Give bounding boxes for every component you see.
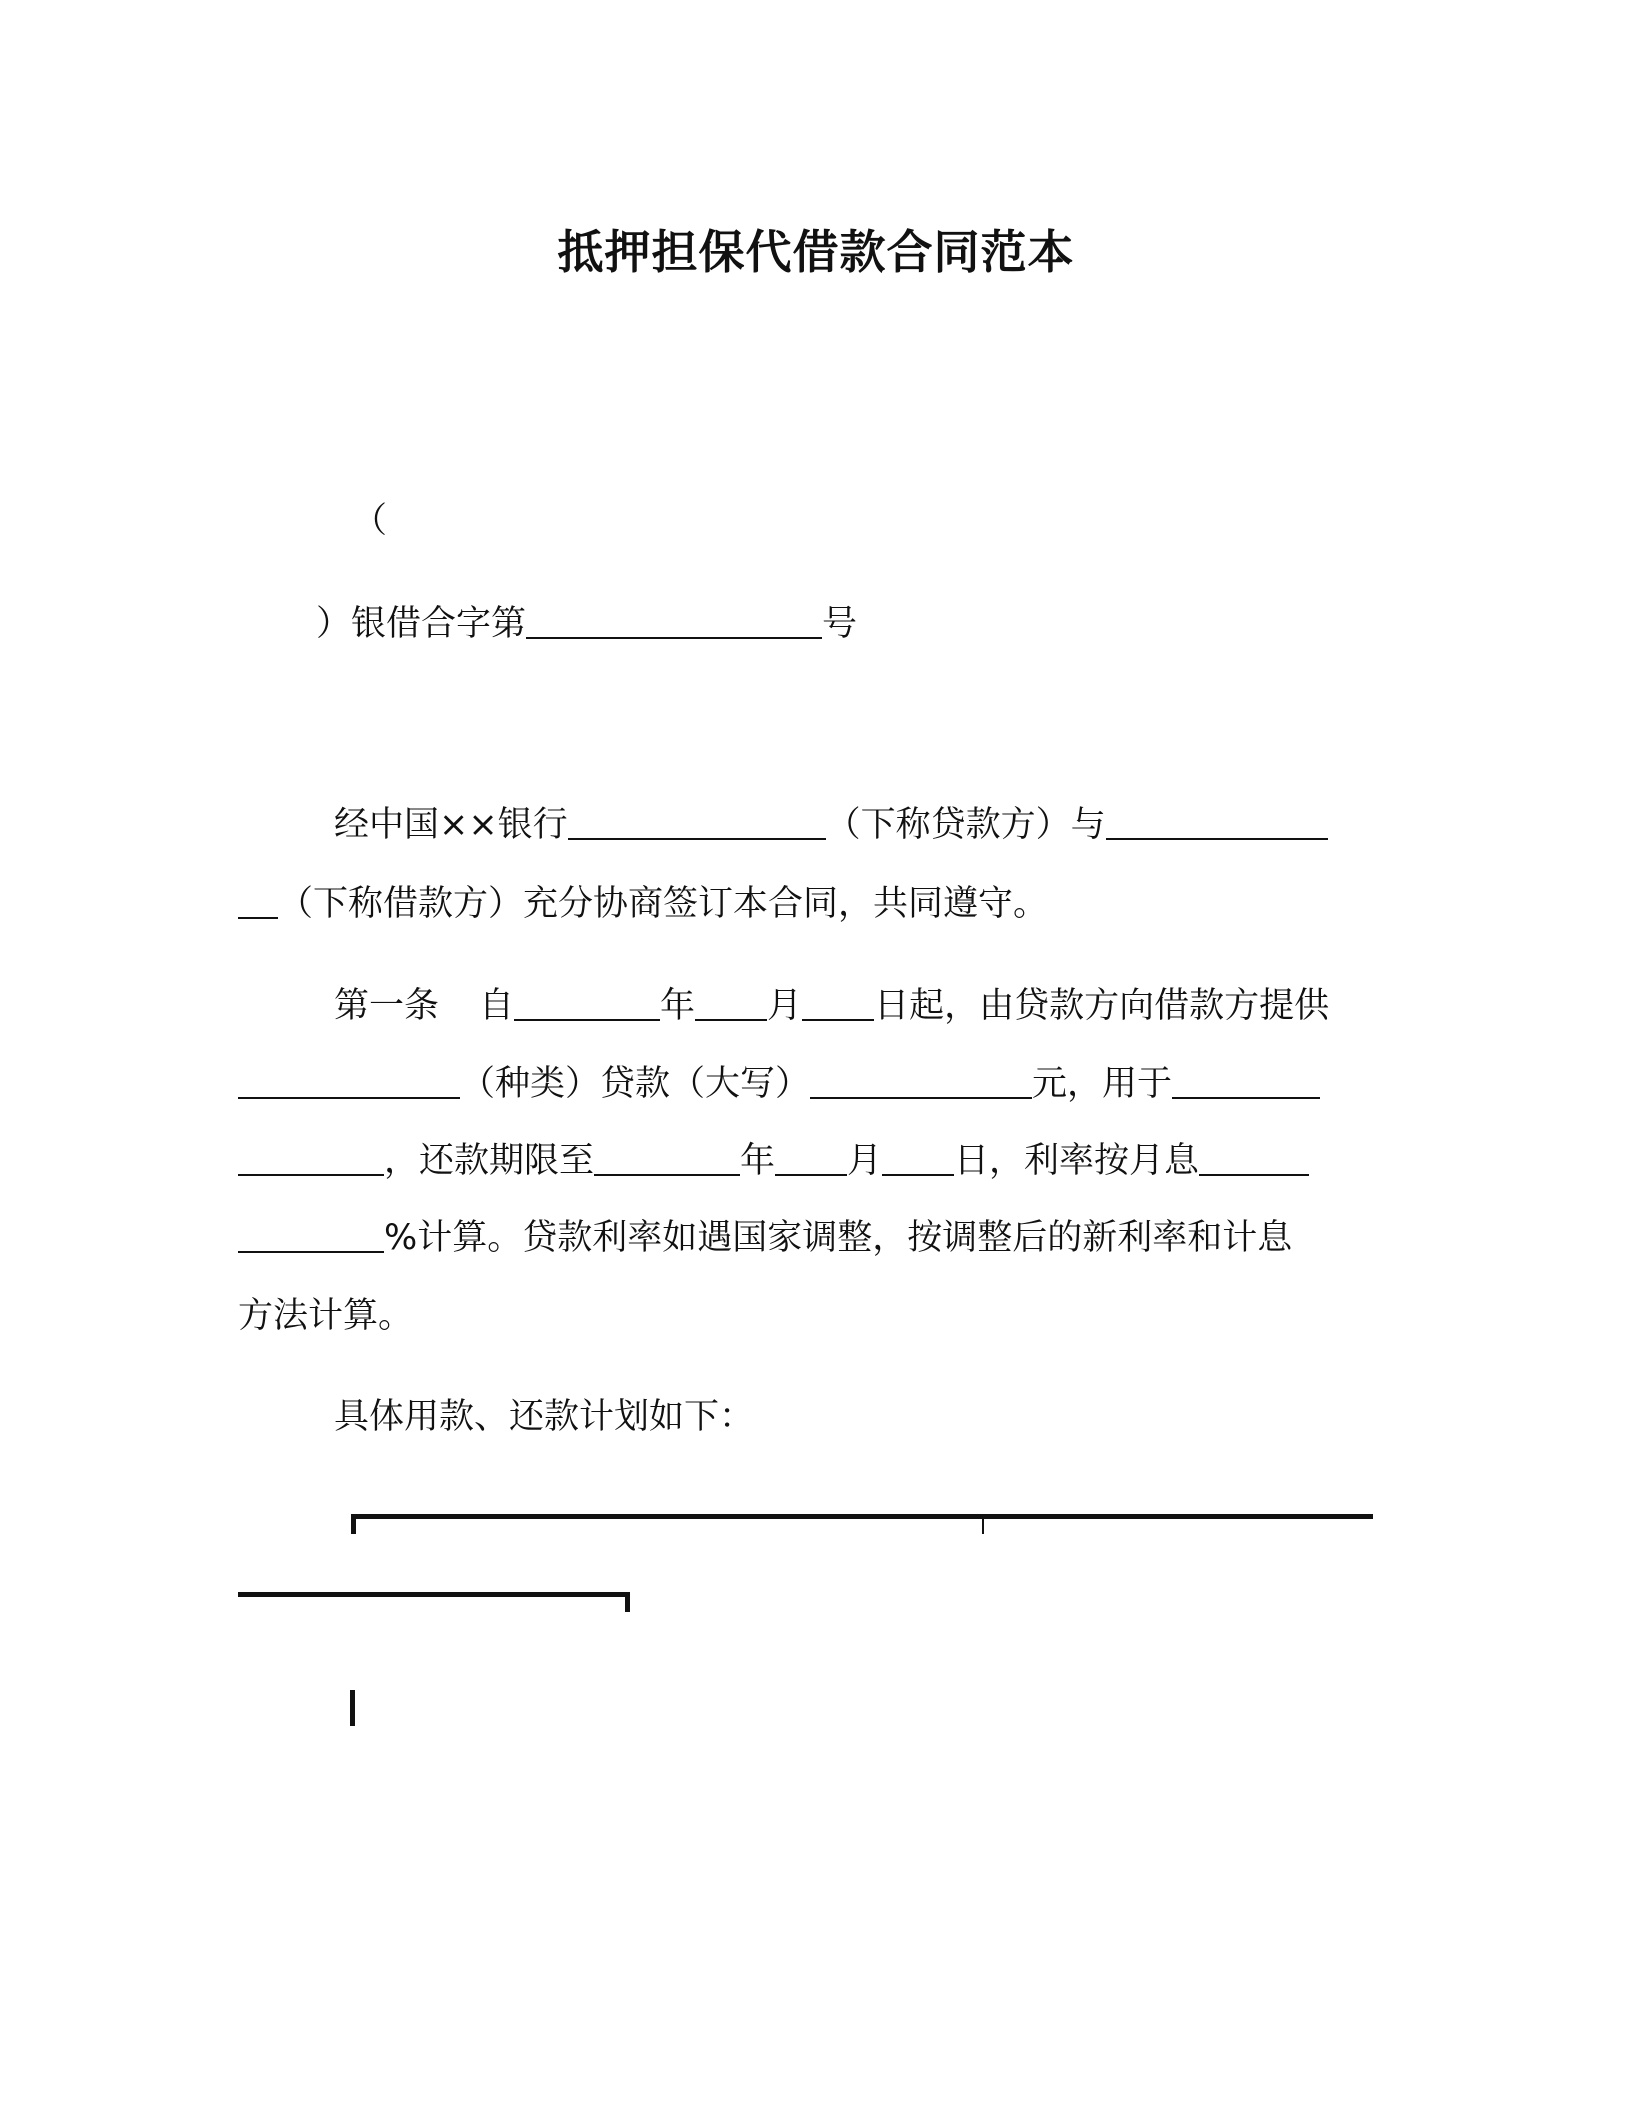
loan-purpose-blank[interactable] (1172, 1063, 1320, 1099)
article1-line-4 (238, 1214, 1292, 1262)
article1-line-5 (238, 1292, 413, 1340)
repay-year-label: 年 (740, 1141, 776, 1181)
article1-from: 自 (479, 986, 515, 1026)
parties-text-2: （下称贷款方）与 (825, 805, 1106, 845)
contract-number-suffix: 号 (822, 604, 858, 644)
article1-line-3 (238, 1137, 1309, 1185)
parties-line-2 (238, 880, 1048, 928)
contract-number-blank[interactable] (526, 603, 822, 639)
interest-rate-blank[interactable] (1199, 1140, 1309, 1176)
parties-line-1 (334, 801, 1328, 849)
table-second-border (238, 1592, 630, 1597)
start-year-blank[interactable] (514, 985, 660, 1021)
loan-type-label: （种类）贷款（大写） (460, 1064, 811, 1104)
start-month-label: 月 (767, 986, 803, 1026)
contract-number-open (352, 497, 387, 545)
parties-text-3: （下称借款方）充分协商签订本合同，共同遵守。 (278, 884, 1049, 924)
repay-month-blank[interactable] (775, 1140, 847, 1176)
table-top-border (351, 1514, 1373, 1519)
table-column-tick (982, 1516, 984, 1534)
parties-text-1: 经中国××银行 (334, 805, 568, 845)
open-paren: （ (352, 501, 388, 541)
repay-year-blank[interactable] (594, 1140, 740, 1176)
repay-deadline-label: ，还款期限至 (384, 1141, 595, 1181)
plan-heading (334, 1393, 754, 1441)
borrower-name-blank[interactable] (1106, 804, 1328, 840)
borrower-name-blank-cont[interactable] (238, 883, 278, 919)
article1-line-2 (238, 1060, 1320, 1108)
loan-amount-blank[interactable] (810, 1063, 1032, 1099)
lender-name-blank[interactable] (568, 804, 826, 840)
start-year-label: 年 (660, 986, 696, 1026)
start-day-blank[interactable] (802, 985, 874, 1021)
article1-provide: 日起，由贷款方向借款方提供 (874, 986, 1330, 1026)
start-month-blank[interactable] (695, 985, 767, 1021)
contract-number-prefix: 银借合字第 (351, 604, 527, 644)
document-title: 抵押担保代借款合同范本 (557, 225, 1075, 279)
table-right-tick (625, 1592, 630, 1612)
table-left-tick (351, 1514, 356, 1534)
interest-rate-blank-cont[interactable] (238, 1217, 384, 1253)
interest-clause: %计算。贷款利率如遇国家调整，按调整后的新利率和计息 (384, 1218, 1293, 1258)
article1-line-1 (334, 982, 1329, 1030)
article1-label: 第一条 (334, 986, 440, 1026)
repay-month-label: 月 (847, 1141, 883, 1181)
loan-purpose-blank-cont[interactable] (238, 1140, 384, 1176)
contract-number-line (316, 600, 857, 648)
close-paren: ） (316, 604, 352, 644)
plan-heading-text: 具体用款、还款计划如下： (334, 1397, 755, 1437)
loan-amount-label: 元，用于 (1032, 1064, 1173, 1104)
interest-label: 日，利率按月息 (954, 1141, 1200, 1181)
calculation-method: 方法计算。 (238, 1296, 414, 1336)
table-left-border (350, 1690, 355, 1726)
loan-type-blank[interactable] (238, 1063, 460, 1099)
repay-day-blank[interactable] (882, 1140, 954, 1176)
